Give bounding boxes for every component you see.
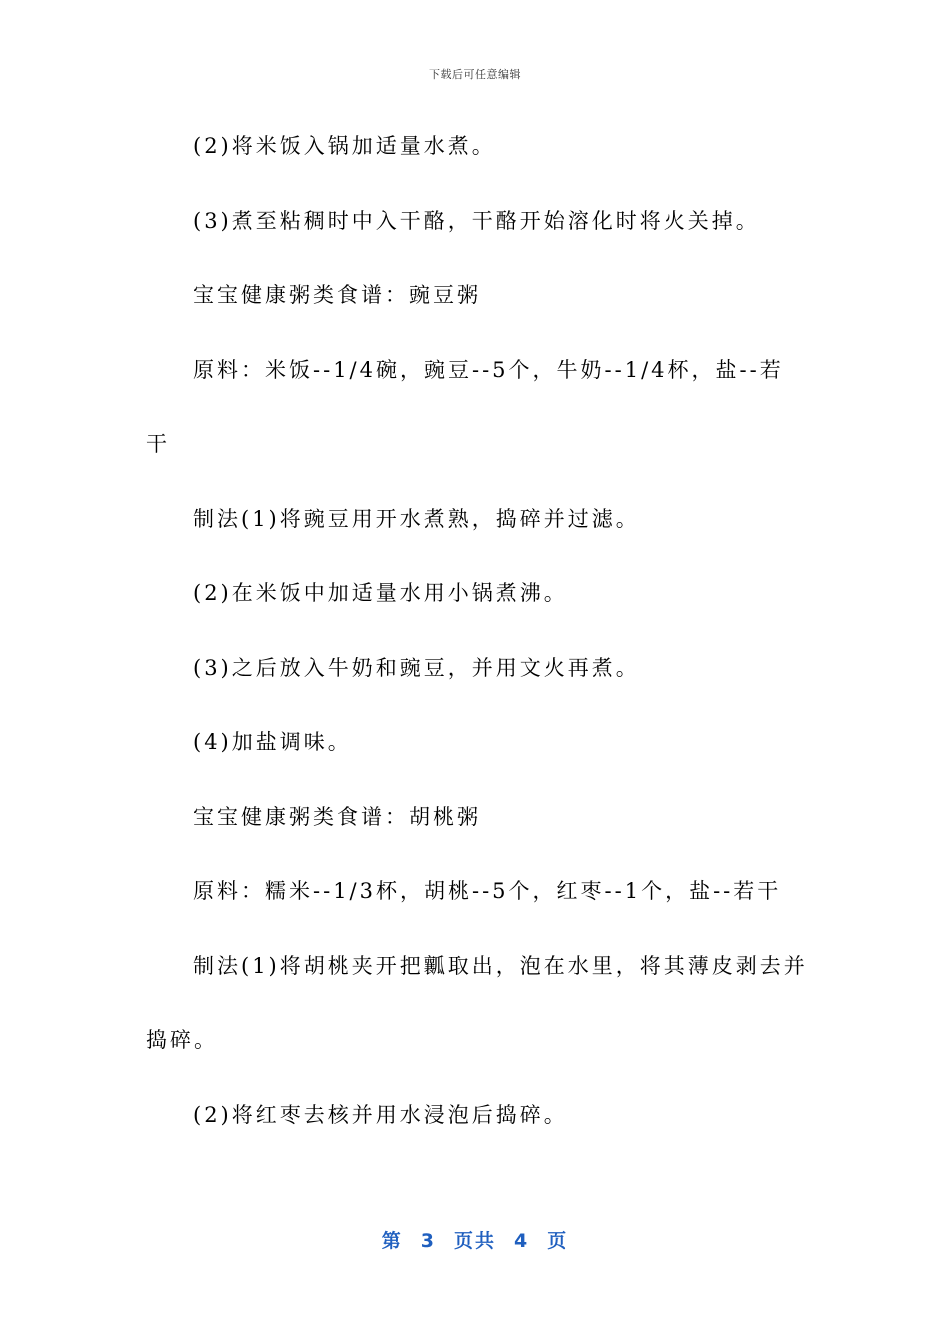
recipe-heading: 宝宝健康粥类食谱：豌豆粥 (193, 283, 481, 307)
text-line: (2)将红枣去核并用水浸泡后捣碎。 (193, 1102, 568, 1127)
ingredients-line: 原料：米饭--1/4碗，豌豆--5个，牛奶--1/4杯，盐--若 (193, 357, 784, 382)
document-body (146, 128, 806, 1171)
text-line-continuation: 干 (146, 432, 170, 456)
text-line: (2)将米饭入锅加适量水煮。 (193, 134, 496, 158)
page-header-note: 下载后可任意编辑 (429, 68, 521, 81)
ingredients-line: 原料：糯米--1/3杯，胡桃--5个，红枣--1个，盐--若干 (193, 879, 782, 903)
page-footer (0, 1226, 950, 1253)
text-line: (3)煮至粘稠时中入干酪，干酪开始溶化时将火关掉。 (193, 208, 760, 233)
method-line: 制法(1)将胡桃夹开把瓤取出，泡在水里，将其薄皮剥去并 (193, 953, 808, 978)
recipe-heading: 宝宝健康粥类食谱：胡桃粥 (193, 804, 481, 829)
text-line: (2)在米饭中加适量水用小锅煮沸。 (193, 581, 568, 605)
footer-total-pages: 4 (514, 1230, 530, 1252)
footer-label-total-suffix: 页 (547, 1230, 569, 1252)
method-line: 制法(1)将豌豆用开水煮熟，捣碎并过滤。 (193, 506, 640, 531)
footer-label-total-prefix: 页共 (453, 1230, 496, 1252)
footer-label-page: 第 (381, 1230, 403, 1252)
text-line: (4)加盐调味。 (193, 730, 352, 754)
text-line: (3)之后放入牛奶和豌豆，并用文火再煮。 (193, 655, 640, 680)
text-line-continuation: 捣碎。 (146, 1028, 218, 1052)
footer-current-page: 3 (420, 1230, 436, 1252)
